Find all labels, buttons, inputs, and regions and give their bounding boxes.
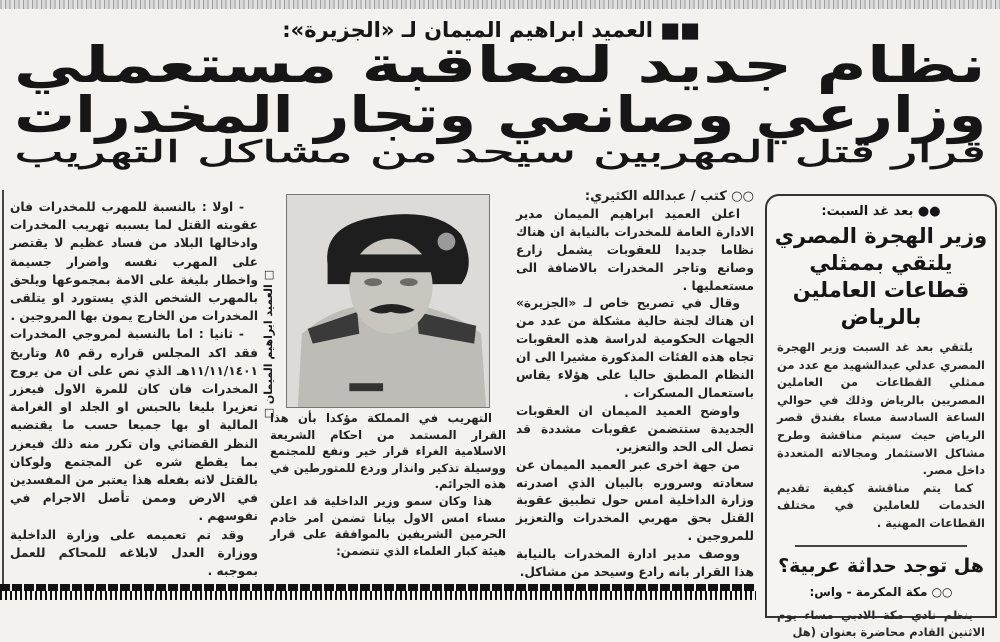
- article-column-middle: [270, 410, 506, 559]
- subheadline-text: قرار قتل المهربين سيحد من مشاكل التهريب: [13, 135, 986, 170]
- paragraph: التهريب في المملكة مؤكدا بأن هذا القرار المستمد من احكام الشريعة الاسلامية الغراء قرار خير ونفع للمجتمع ووسيلة تذكير وانذار وردع للمتورطين في هذه الجرائم.: [270, 411, 506, 492]
- headline-kicker: ■■ العميد ابراهيم الميمان لـ «الجزيرة»:: [282, 18, 700, 42]
- photo-caption: □ العميد ابراهيم الميمان □: [262, 270, 275, 419]
- headline-line-2: [14, 86, 986, 144]
- column-rule: [2, 190, 4, 600]
- paragraph: واوضح العميد الميمان ان العقوبات الجديدة ستتضمن عقوبات مشددة قد تصل الى الحد والتعزير.: [516, 403, 754, 454]
- portrait-image: [287, 195, 489, 407]
- sidebar-body: [777, 339, 985, 533]
- article-byline: ○○ كتب / عبدالله الكثيري:: [584, 189, 754, 204]
- paragraph: ووصف مدير ادارة المخدرات بالنيابة هذا القرار بانه رادع وسيحد من مشاكل.: [516, 547, 754, 580]
- subheadline: [13, 135, 986, 170]
- paragraph: وقال في تصريح خاص لـ «الجزيرة» ان هناك لجنة حالية مشكلة من عدد من الجهات الحكومية لدراسة هذه العقوبات تجاه هذه الفئات المذكورة مشيرا الى ان النظام المطبق حاليا على هؤلاء يقاس باستعمال المسكرات .: [516, 296, 754, 400]
- paragraph: ينظم نادي مكة الادبي مساء يوم الاثنين القادم محاضرة بعنوان (هل: [777, 607, 985, 640]
- decorative-border-bar: [0, 584, 756, 600]
- portrait-photo: [286, 194, 490, 408]
- article-column-right: [516, 188, 754, 582]
- paragraph: من جهة اخرى عبر العميد الميمان عن سعادته وسروره بالبيان الذي اصدرته وزارة الداخلية امس حول تطبيق عقوبة القتل بحق مهربي المخدرات والتعزيز للمروجين .: [516, 457, 754, 544]
- paragraph: كما يتم مناقشة كيفية تقديم الخدمات للعاملين في مختلف القطاعات المهنية .: [777, 480, 985, 530]
- paragraph: وقد تم تعميمه على وزارة الداخلية ووزارة العدل لابلاغه للمحاكم للعمل بموجبه .: [10, 527, 258, 579]
- paragraph: يلتقي بعد غد السبت وزير الهجرة المصري عدلي عبدالشهيد مع عدد من ممثلي القطاعات من العاملين المصريين بالرياض وذلك في حوالي الساعة السادسة مساء بفندق قصر الرياض حيث سيتم مناقشة وطرح مشاكل الاستثمار ومجالاته المتعددة داخل مصر.: [777, 340, 985, 478]
- headline-line-1-text: نظام جديد لمعاقبة مستعملي: [13, 36, 986, 94]
- sidebar-news-box: [765, 194, 997, 640]
- headline-line-2-text: وزارعي وصانعي وتجار المخدرات: [14, 86, 986, 144]
- sidebar-kicker: ●● بعد غد السبت:: [821, 204, 941, 219]
- article-column-left: [10, 198, 258, 580]
- divider: [795, 545, 967, 547]
- sidebar-title: وزير الهجرة المصري يلتقي بممثلي قطاعات العاملين بالرياض: [774, 224, 988, 329]
- headline-line-1: [13, 36, 986, 94]
- sidebar-title-2: هل توجد حداثة عربية؟: [778, 554, 984, 577]
- scan-noise-band: [0, 0, 1000, 9]
- paragraph: هذا وكان سمو وزير الداخلية قد اعلن مساء امس الاول بيانا تضمن امر خادم الحرمين الشريفين بالموافقة على قرار هيئة كبار العلماء الذي تتضمن:: [270, 493, 506, 558]
- paragraph: اعلن العميد ابراهيم الميمان مدير الادارة العامة للمخدرات بالنيابة ان هناك نظاما جديدا للعقوبات يشمل زارع وصانع وتاجر المخدرات بالاضافة الى مستعمليها .: [516, 206, 754, 293]
- sidebar-byline-2: ○○ مكة المكرمة - واس:: [809, 584, 953, 599]
- sidebar-body-2: [777, 607, 985, 642]
- paragraph: - اولا : بالنسبة للمهرب للمخدرات فان عقوبته القتل لما يسببه تهريب المخدرات وادخالها البلاد من فساد عظيم لا يقتصر على المهرب نفسه واضرار جسيمة واخطار بليغة على الامة بمجموعها ويلحق بالمهرب الشخص الذي يستورد او يتلقى المخدرات من الخارج يمون بها المروجين .: [10, 200, 258, 324]
- paragraph: - ثانيا : اما بالنسبة لمروجي المخدرات فقد اكد المجلس قراره رقم ٨٥ وتاريخ ١١/١١/١٤٠١هـ الذي نص على ان من يروج المخدرات فان كان للمرة الاول فيعزر تعزيرا بليغا بالحبس او الجلد او الغرامة المالية او بها جميعا حسب ما يقتضيه النظر القضائي وان تكرر منه ذلك فيعزر بما يقطع شره عن المجتمع ولوكان بالقتل لانه بفعله هذا يعتبر من المفسدين في الارض وممن تأصل الاجرام في نفوسهم .: [10, 327, 258, 524]
